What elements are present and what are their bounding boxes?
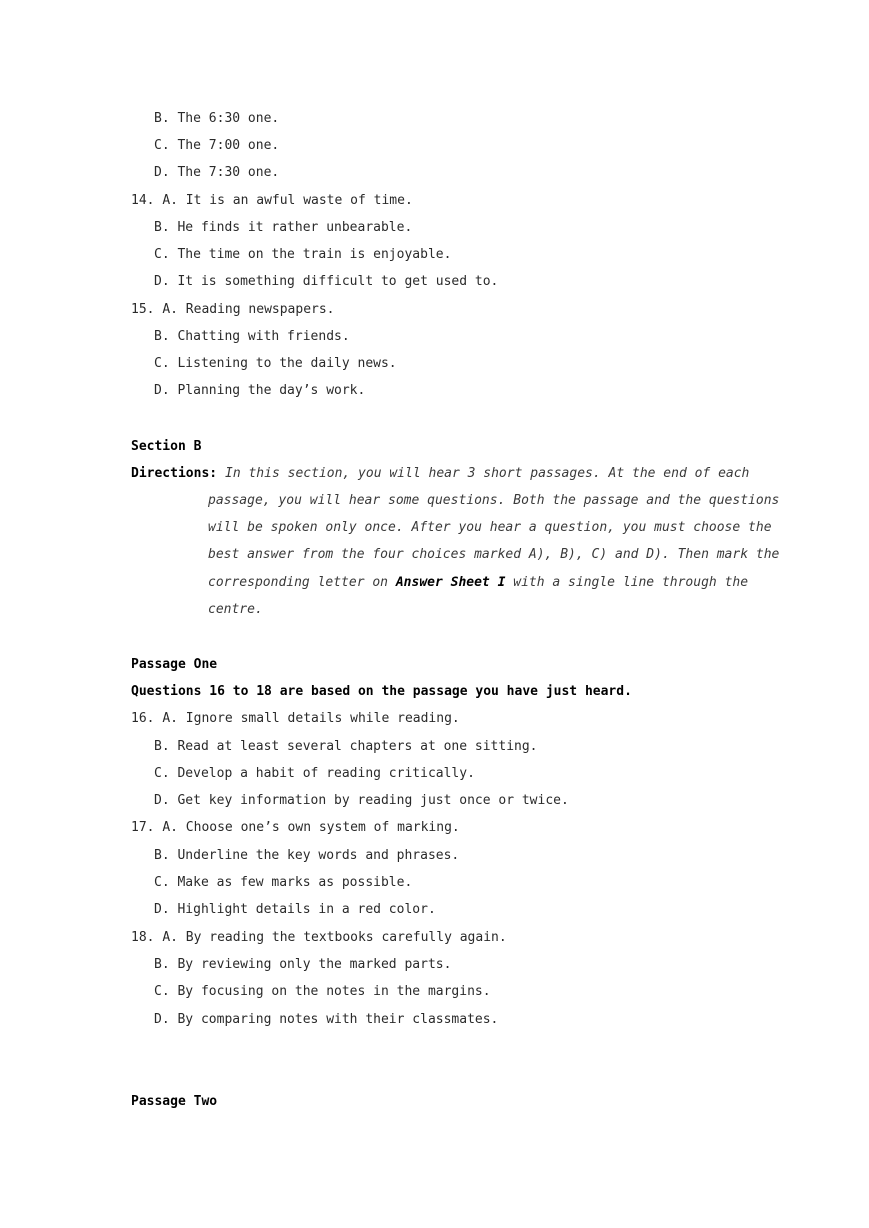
option-text: By comparing notes with their classmates. — [177, 1012, 499, 1027]
option-letter: D. — [154, 793, 170, 808]
option-letter: B. — [154, 111, 170, 126]
option-text: Chatting with friends. — [177, 329, 350, 344]
option-text: Underline the key words and phrases. — [177, 848, 460, 863]
option-letter: C. — [154, 138, 170, 153]
q18-option-d — [154, 1012, 498, 1028]
q14-option-b — [154, 220, 412, 236]
option-text: By reviewing only the marked parts. — [177, 957, 452, 972]
section-b-heading: Section B — [131, 439, 202, 454]
q16-option-b — [154, 739, 538, 755]
directions-line-6: centre. — [208, 602, 263, 617]
option-text: The 7:00 one. — [177, 138, 280, 153]
option-text: It is something difficult to get used to. — [177, 274, 499, 289]
q14-option-c — [154, 247, 451, 263]
option-text: It is an awful waste of time. — [185, 193, 413, 208]
q13-option-b — [154, 111, 279, 127]
directions-line-1: In this section, you will hear 3 short passages. At the end of each — [225, 466, 750, 481]
option-text: Highlight details in a red color. — [177, 902, 436, 917]
question-number: 16. — [131, 711, 155, 726]
option-letter: A. — [162, 930, 178, 945]
q18-option-a — [131, 930, 507, 946]
question-number: 14. — [131, 193, 155, 208]
option-text: By reading the textbooks carefully again. — [185, 930, 507, 945]
q16-option-a — [131, 711, 460, 727]
directions-line-4: best answer from the four choices marked A), B), C) and D). Then mark the — [208, 547, 780, 562]
q15-option-a — [131, 302, 335, 318]
q17-option-c — [154, 875, 412, 891]
option-letter: C. — [154, 766, 170, 781]
directions-line-3: will be spoken only once. After you hear a question, you must choose the — [208, 520, 772, 535]
q13-option-d — [154, 165, 279, 181]
q16-option-c — [154, 766, 475, 782]
q14-option-a — [131, 193, 413, 209]
directions-text: corresponding letter on — [208, 575, 389, 590]
option-letter: C. — [154, 247, 170, 262]
q17-option-d — [154, 902, 436, 918]
q16-option-d — [154, 793, 569, 809]
option-text: By focusing on the notes in the margins. — [177, 984, 491, 999]
directions-label: Directions: — [131, 466, 218, 481]
option-text: Listening to the daily news. — [177, 356, 397, 371]
option-text: Ignore small details while reading. — [185, 711, 460, 726]
question-number: 18. — [131, 930, 155, 945]
answer-sheet-reference: Answer Sheet I — [395, 575, 506, 590]
q15-option-b — [154, 329, 350, 345]
option-text: The time on the train is enjoyable. — [177, 247, 452, 262]
option-letter: B. — [154, 329, 170, 344]
directions-line-5 — [208, 575, 749, 591]
option-text: Choose one’s own system of marking. — [185, 820, 460, 835]
option-letter: C. — [154, 356, 170, 371]
option-text: Develop a habit of reading critically. — [177, 766, 475, 781]
passage-one-heading: Passage One — [131, 657, 218, 672]
q15-option-d — [154, 383, 365, 399]
q17-option-a — [131, 820, 460, 836]
option-letter: D. — [154, 902, 170, 917]
option-text: Reading newspapers. — [185, 302, 335, 317]
option-letter: A. — [162, 302, 178, 317]
option-letter: A. — [162, 193, 178, 208]
option-letter: D. — [154, 274, 170, 289]
option-text: Get key information by reading just once or twice. — [177, 793, 569, 808]
option-text: Planning the day’s work. — [177, 383, 366, 398]
q18-option-c — [154, 984, 491, 1000]
option-letter: D. — [154, 1012, 170, 1027]
option-letter: B. — [154, 220, 170, 235]
option-text: The 7:30 one. — [177, 165, 280, 180]
option-letter: A. — [162, 711, 178, 726]
option-letter: C. — [154, 984, 170, 999]
directions-line-2: passage, you will hear some questions. Both the passage and the questions — [208, 493, 780, 508]
option-text: The 6:30 one. — [177, 111, 280, 126]
q15-option-c — [154, 356, 397, 372]
option-letter: B. — [154, 739, 170, 754]
passage-one-instruction: Questions 16 to 18 are based on the passage you have just heard. — [131, 684, 632, 699]
option-text: Read at least several chapters at one sitting. — [177, 739, 538, 754]
passage-two-heading: Passage Two — [131, 1094, 218, 1109]
q17-option-b — [154, 848, 459, 864]
question-number: 15. — [131, 302, 155, 317]
option-text: Make as few marks as possible. — [177, 875, 413, 890]
question-number: 17. — [131, 820, 155, 835]
q14-option-d — [154, 274, 498, 290]
option-letter: D. — [154, 165, 170, 180]
option-letter: B. — [154, 848, 170, 863]
option-letter: D. — [154, 383, 170, 398]
q18-option-b — [154, 957, 451, 973]
directions-text: with a single line through the — [513, 575, 749, 590]
option-letter: C. — [154, 875, 170, 890]
option-letter: A. — [162, 820, 178, 835]
option-text: He finds it rather unbearable. — [177, 220, 413, 235]
q13-option-c — [154, 138, 279, 154]
option-letter: B. — [154, 957, 170, 972]
